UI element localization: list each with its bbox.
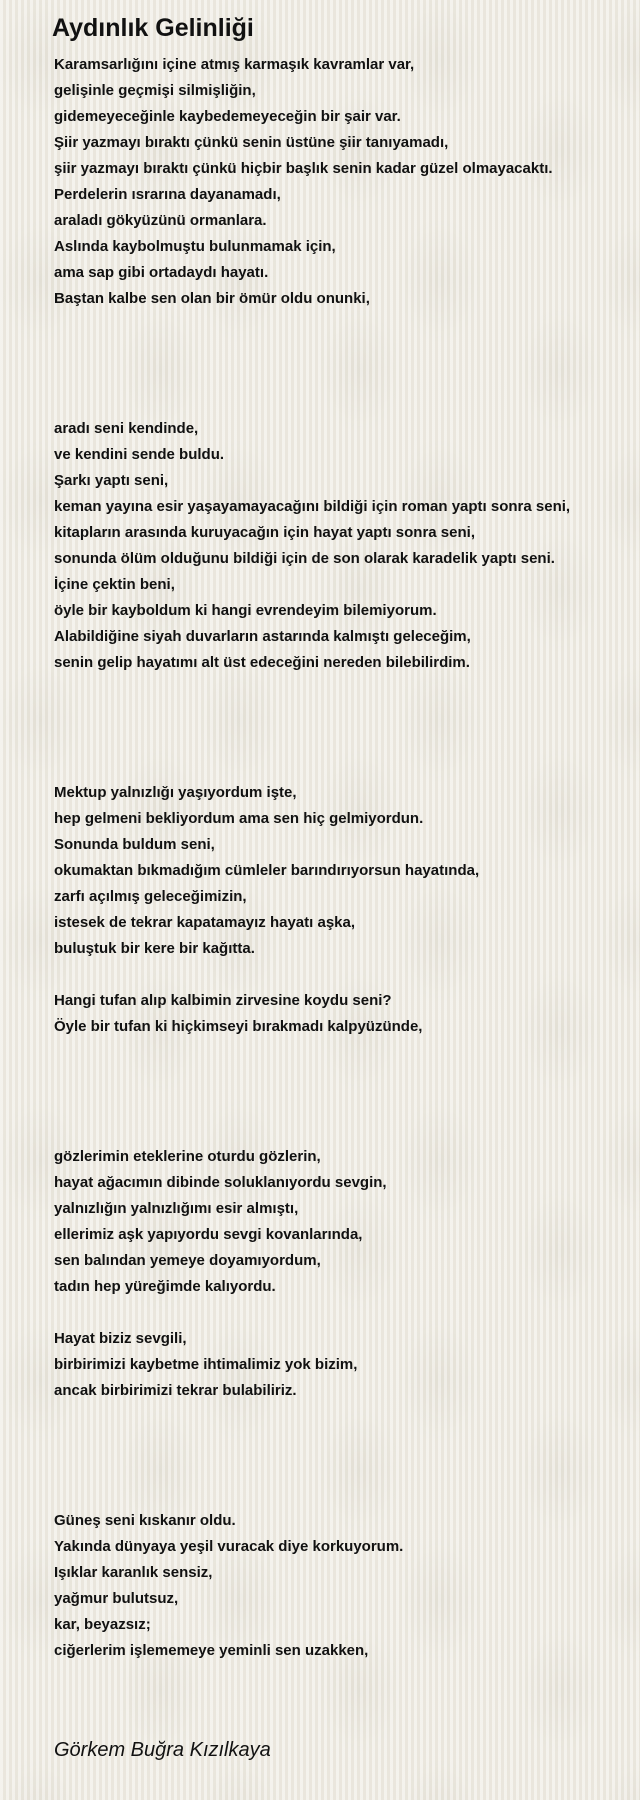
poem-line: zarfı açılmış geleceğimizin, (54, 888, 247, 905)
stanza (54, 988, 634, 1040)
stanza (54, 416, 634, 676)
poem-line: Şiir yazmayı bıraktı çünkü senin üstüne şiir tanıyamadı, (54, 134, 449, 151)
poem-line: sen balından yemeye doyamıyordum, (54, 1252, 321, 1269)
poem-line: ama sap gibi ortadaydı hayatı. (54, 264, 269, 281)
poem-line: keman yayına esir yaşayamayacağını bildiği için roman yaptı sonra seni, (54, 498, 571, 515)
poem-line: Hangi tufan alıp kalbimin zirvesine koydu seni? (54, 992, 392, 1009)
poem-line: buluştuk bir kere bir kağıtta. (54, 940, 255, 957)
poem-line: kar, beyazsız; (54, 1616, 151, 1633)
poem-line: Karamsarlığını içine atmış karmaşık kavramlar var, (54, 56, 415, 73)
poem-line: gözlerimin eteklerine oturdu gözlerin, (54, 1148, 321, 1165)
poem-line: ciğerlerim işlememeye yeminli sen uzakken, (54, 1642, 369, 1659)
poem-line: gelişinle geçmişi silmişliğin, (54, 82, 256, 99)
poem-line: istesek de tekrar kapatamayız hayatı aşka, (54, 914, 356, 931)
poem-title: Aydınlık Gelinliği (52, 14, 254, 42)
poem-line: Sonunda buldum seni, (54, 836, 215, 853)
poem-line: ve kendini sende buldu. (54, 446, 225, 463)
poem-line: araladı gökyüzünü ormanlara. (54, 212, 267, 229)
poem-line: hayat ağacımın dibinde soluklanıyordu sevgin, (54, 1174, 387, 1191)
poem-line: İçine çektin beni, (54, 576, 175, 593)
poem-line: tadın hep yüreğimde kalıyordu. (54, 1278, 276, 1295)
poem-body (54, 52, 634, 1664)
poem-line: gidemeyeceğinle kaybedemeyeceğin bir şair var. (54, 108, 401, 125)
poem-line: sonunda ölüm olduğunu bildiği için de son olarak karadelik yaptı seni. (54, 550, 555, 567)
poem-line: yalnızlığın yalnızlığımı esir almıştı, (54, 1200, 299, 1217)
stanza (54, 780, 634, 962)
poem-line: Güneş seni kıskanır oldu. (54, 1512, 236, 1529)
poem-line: kitapların arasında kuruyacağın için hayat yaptı sonra seni, (54, 524, 475, 541)
poem-line: Hayat biziz sevgili, (54, 1330, 187, 1347)
poem-line: Şarkı yaptı seni, (54, 472, 169, 489)
poem-line: ancak birbirimizi tekrar bulabiliriz. (54, 1382, 297, 1399)
stanza (54, 1326, 634, 1404)
poem-line: hep gelmeni bekliyordum ama sen hiç gelmiyordun. (54, 810, 424, 827)
poem-line: okumaktan bıkmadığım cümleler barındırıyorsun hayatında, (54, 862, 480, 879)
poem-line: Baştan kalbe sen olan bir ömür oldu onunki, (54, 290, 370, 307)
poem-line: Perdelerin ısrarına dayanamadı, (54, 186, 281, 203)
poem-line: Mektup yalnızlığı yaşıyordum işte, (54, 784, 297, 801)
poem-line: şiir yazmayı bıraktı çünkü hiçbir başlık senin kadar güzel olmayacaktı. (54, 160, 553, 177)
poem-line: aradı seni kendinde, (54, 420, 199, 437)
poem-line: Yakında dünyaya yeşil vuracak diye korkuyorum. (54, 1538, 404, 1555)
poem-line: senin gelip hayatımı alt üst edeceğini nereden bilebilirdim. (54, 654, 470, 671)
poem-line: Öyle bir tufan ki hiçkimseyi bırakmadı kalpyüzünde, (54, 1018, 423, 1035)
stanza (54, 1508, 634, 1664)
stanza (54, 1144, 634, 1300)
poem-line: ellerimiz aşk yapıyordu sevgi kovanlarında, (54, 1226, 363, 1243)
poem-line: Alabildiğine siyah duvarların astarında kalmıştı geleceğim, (54, 628, 471, 645)
poem-line: Aslında kaybolmuştu bulunmamak için, (54, 238, 336, 255)
poem-line: Işıklar karanlık sensiz, (54, 1564, 213, 1581)
poem-line: öyle bir kayboldum ki hangi evrendeyim bilemiyorum. (54, 602, 437, 619)
poem-line: yağmur bulutsuz, (54, 1590, 179, 1607)
poem-author: Görkem Buğra Kızılkaya (54, 1739, 271, 1761)
poem-line: birbirimizi kaybetme ihtimalimiz yok bizim, (54, 1356, 358, 1373)
stanza (54, 52, 634, 312)
